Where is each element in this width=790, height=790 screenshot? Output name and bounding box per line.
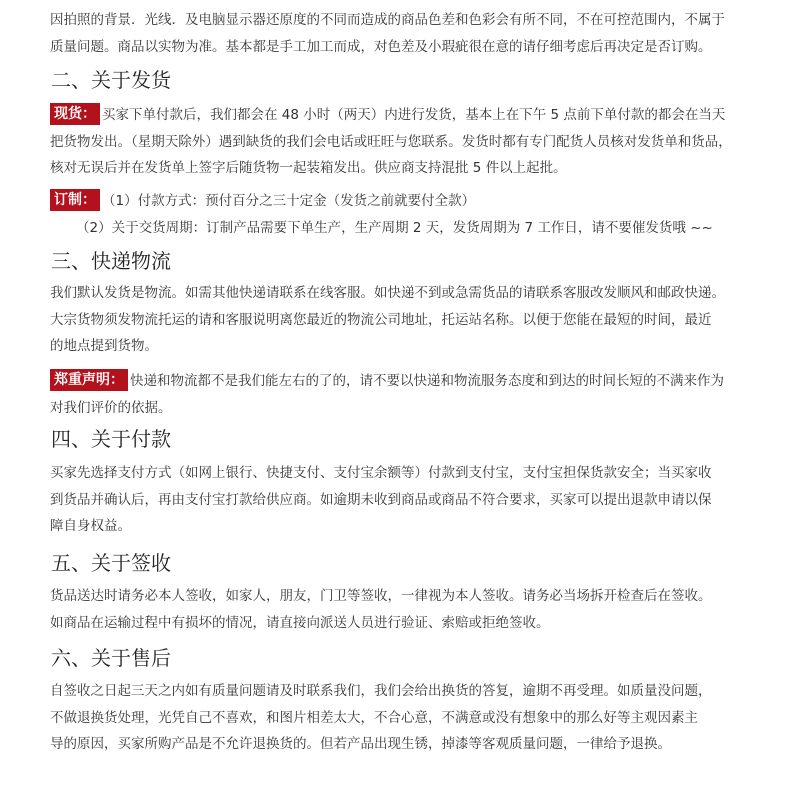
aftersale-heading: 六、关于售后 [51,646,171,670]
aftersale-paragraph [50,678,750,758]
payment-line: 买家先选择支付方式（如网上银行、快捷支付、支付宝余额等）付款到支付宝，支付宝担保货款安全；当买家收 [50,465,712,481]
custom-tag: 订制： [50,189,100,211]
notice-tag: 郑重声明： [50,369,128,391]
notice-line [50,368,750,395]
custom-line [50,188,750,215]
custom-line-text: （1）付款方式：预付百分之三十定金（发货之前就要付全款） [102,193,476,209]
stock-line: 核对无误后并在发货单上签字后随货物一起装箱发出。供应商支持混批 5 件以上起批。 [50,160,567,176]
shipping-stock-paragraph [50,102,750,182]
intro-line: 因拍照的背景．光线．及电脑显示器还原度的不同而造成的商品色差和色彩会有所不同，不在可控范围内，不属于 [50,12,725,28]
receipt-line: 如商品在运输过程中有损坏的情况，请直接向派送人员进行验证、索赔或拒绝签收。 [50,614,550,631]
logistics-paragraph [50,280,750,360]
intro-paragraph [50,7,750,60]
receipt-line: 货品送达时请务必本人签收，如家人，朋友，门卫等签收，一律视为本人签收。请务必当场拆开检查后在签收。 [50,588,712,604]
logistics-line: 大宗货物须发物流托运的请和客服说明离您最近的物流公司地址，托运站名称。以便于您能在最短的时间，最近 [50,311,712,328]
payment-line: 到货品并确认后，再由支付宝打款给供应商。如逾期未收到商品或商品不符合要求，买家可以提出退款申请以保 [50,491,712,508]
shipping-heading: 二、关于发货 [51,68,171,92]
custom-line: （2）关于交货周期：订制产品需要下单生产，生产周期 2 天，发货周期为 7 工作日，请不要催发货哦 ~~ [76,219,713,236]
logistics-line: 的地点提到货物。 [50,338,158,354]
notice-line-text: 快递和物流都不是我们能左右的了的，请不要以快递和物流服务态度和到达的时间长短的不满来作为 [130,373,724,389]
notice-line: 对我们评价的依据。 [50,399,172,416]
intro-line: 质量问题。商品以实物为准。基本都是手工加工而成，对色差及小瑕疵很在意的请仔细考虑后再决定是否订购。 [50,38,712,55]
aftersale-line: 自签收之日起三天之内如有质量问题请及时联系我们，我们会给出换货的答复，逾期不再受理。如质量没问题， [50,683,712,699]
receipt-paragraph [50,583,750,636]
logistics-notice-paragraph [50,368,750,421]
stock-line-text: 买家下单付款后，我们都会在 48 小时（两天）内进行发货，基本上在下午 5 点前下单付款的都会在当天 [102,107,726,123]
stock-line [50,102,750,129]
aftersale-line: 不做退换货处理，光凭自己不喜欢，和图片相差太大，不合心意，不满意或没有想象中的那么好等主观因素主 [50,709,698,726]
shipping-custom-paragraph [50,188,750,241]
payment-paragraph [50,460,750,540]
aftersale-line: 导的原因，买家所购产品是不允许退换货的。但若产品出现生锈，掉漆等客观质量问题，一律给予退换。 [50,736,671,752]
stock-tag: 现货： [50,103,100,125]
stock-line: 把货物发出。（星期天除外）遇到缺货的我们会电话或旺旺与您联系。发货时都有专门配货人员核对发货单和货品， [50,133,732,150]
logistics-heading: 三、快递物流 [51,249,171,273]
payment-heading: 四、关于付款 [51,427,171,451]
payment-line: 障自身权益。 [50,518,131,534]
receipt-heading: 五、关于签收 [51,551,171,575]
logistics-line: 我们默认发货是物流。如需其他快递请联系在线客服。如快递不到或急需货品的请联系客服改发顺风和邮政快递。 [50,285,725,301]
